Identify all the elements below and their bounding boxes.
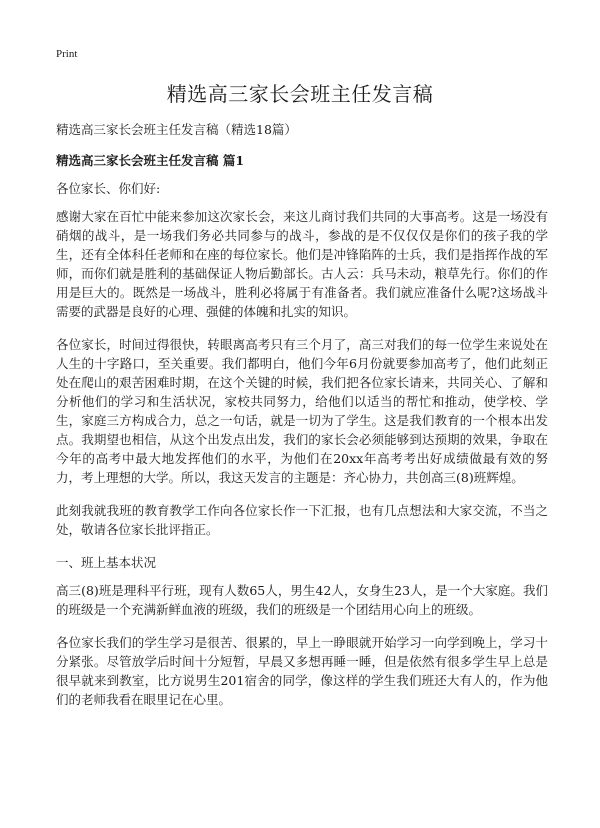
print-link[interactable]: Print [56,48,78,60]
section-one-heading: 一、班上基本状况 [56,555,157,570]
paragraph: 各位家长我们的学生学习是很苦、很累的，早上一睁眼就开始学习一向学到晚上，学习十分紧张。尽管放学后时间十分短暂，早晨又多想再睡一睡，但是依然有很多学生早上总是很早就来到教室，比方说男生201宿舍的同学，像这样的学生我们班还大有人的，作为他们的老师我看在眼里记在心里。 [56,635,548,707]
greeting: 各位家长、你们好: [56,181,161,196]
paragraph: 感谢大家在百忙中能来参加这次家长会，来这儿商讨我们共同的大事高考。这是一场没有硝烟的战斗，是一场我们务必共同参与的战斗，参战的是不仅仅仅是你们的孩子我的学生，还有全体科任老师和在座的每位家长。他们是冲锋陷阵的士兵，我们是指挥作战的军师，而你们就是胜利的基础保证人物后勤部长。古人云：兵马未动，粮草先行。你们的作用是巨大的。既然是一场战斗，胜利必将属于有准备者。我们就应准备什么呢?这场战斗需要的武器是良好的心理、强健的体魄和扎实的知识。 [56,209,548,319]
paragraph: 此刻我就我班的教育教学工作向各位家长作一下汇报，也有几点想法和大家交流，不当之处，敬请各位家长批评指正。 [56,503,548,537]
document-title: 精选高三家长会班主任发言稿 [166,82,434,106]
document-subtitle: 精选高三家长会班主任发言稿（精选18篇） [56,122,297,137]
paragraph: 高三(8)班是理科平行班，现有人数65人，男生42人，女身生23人，是一个大家庭。我们的班级是一个充满新鲜血液的班级，我们的班级是一个团结用心向上的班级。 [56,583,548,617]
document-body [56,120,548,723]
paragraph: 各位家长，时间过得很快，转眼离高考只有三个月了，高三对我们的每一位学生来说处在人生的十字路口，至关重要。我们都明白，他们今年6月份就要参加高考了，他们此刻正处在爬山的艰苦困难时期，在这个关键的时候，我们把各位家长请来，共同关心、了解和分析他们的学习和生活状况，家校共同努力，给他们以适当的帮忙和推动，使学校、学生，家庭三方构成合力，总之一句话，就是一切为了学生。这是我们教育的一个根本出发点。我期望也相信，从这个出发点出发，我们的家长会必须能够到达预期的效果，争取在今年的高考中最大地发挥他们的水平，为他们在20xx年高考考出好成绩做最有效的努力，考上理想的大学。所以，我这天发言的主题是：齐心协力，共创高三(8)班辉煌。 [56,337,548,485]
section-heading: 精选高三家长会班主任发言稿 篇1 [56,153,245,168]
